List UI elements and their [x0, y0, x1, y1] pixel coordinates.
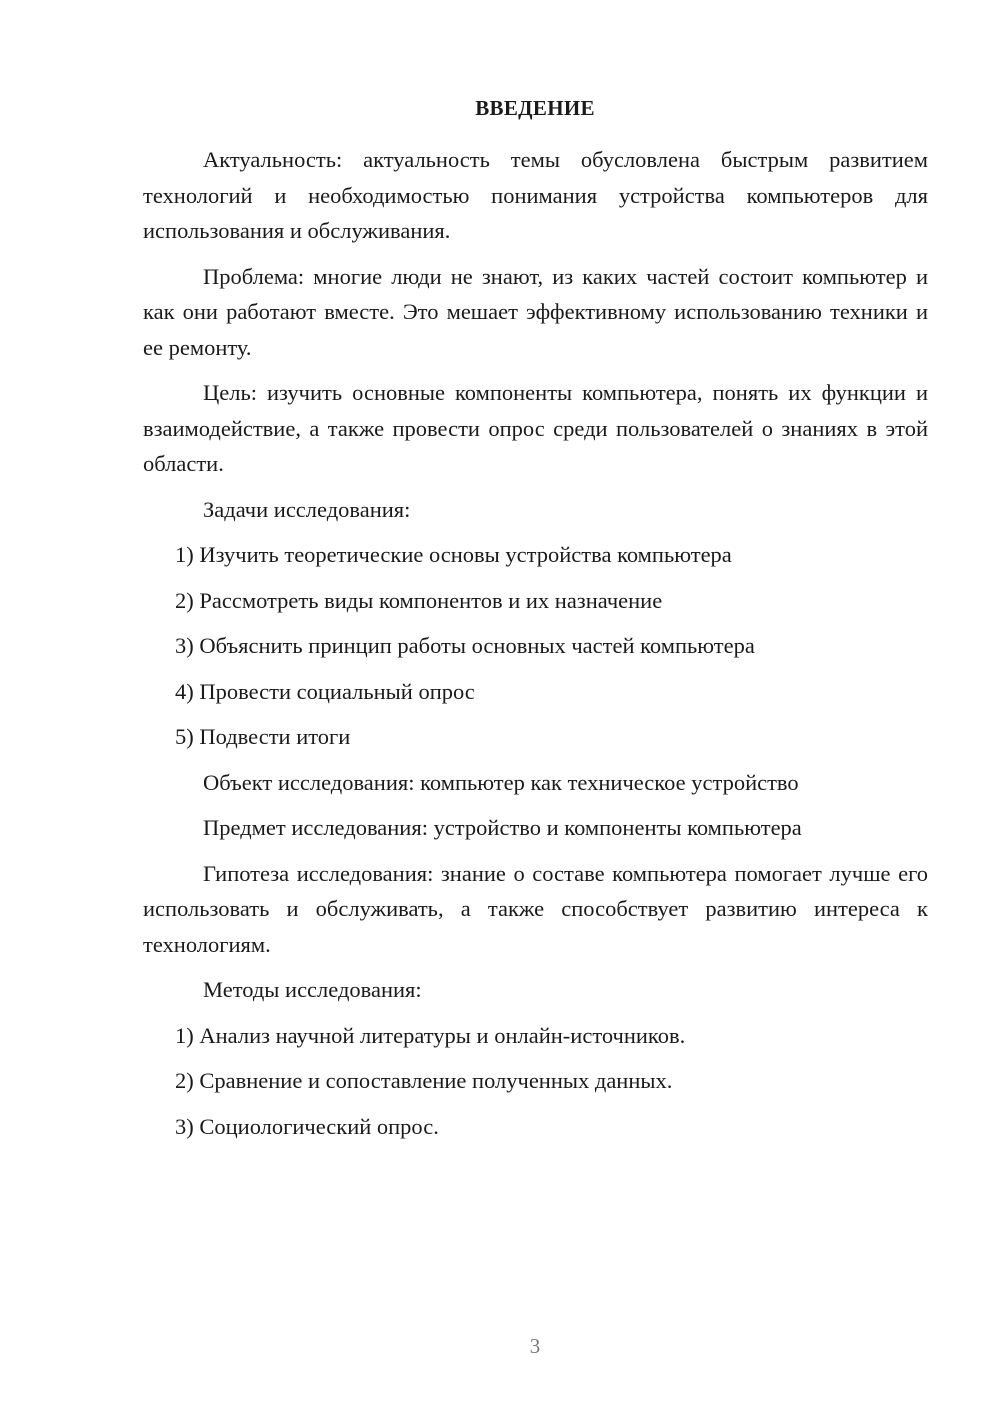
- tasks-heading: Задачи исследования:: [203, 496, 411, 522]
- task-item-5: 5) Подвести итоги: [175, 724, 351, 749]
- goal-paragraph: Цель: изучить основные компоненты компьютера, понять их функции и взаимодействие, а также провести опрос среди пользователей о знаниях в этой области.: [143, 380, 928, 476]
- page-title: ВВЕДЕНИЕ: [475, 96, 595, 120]
- task-item-4: 4) Провести социальный опрос: [175, 678, 475, 704]
- page-number: 3: [529, 1334, 541, 1358]
- task-item-2: 2) Рассмотреть виды компонентов и их назначение: [175, 587, 663, 613]
- method-item-3: 3) Социологический опрос.: [175, 1113, 439, 1139]
- methods-heading: Методы исследования:: [203, 977, 422, 1002]
- body-text: [143, 142, 928, 1154]
- method-item-1: 1) Анализ научной литературы и онлайн-источников.: [175, 1022, 686, 1048]
- method-item-2: 2) Сравнение и сопоставление полученных данных.: [175, 1068, 673, 1093]
- task-item-1: 1) Изучить теоретические основы устройства компьютера: [175, 542, 732, 567]
- object-paragraph: Объект исследования: компьютер как техническое устройство: [203, 769, 799, 795]
- problem-paragraph: Проблема: многие люди не знают, из каких частей состоит компьютер и как они работают вместе. Это мешает эффективному использованию техники и ее ремонту.: [143, 263, 928, 360]
- relevance-paragraph: Актуальность: актуальность темы обусловлена быстрым развитием технологий и необходимостью понимания устройства компьютеров для использования и обслуживания.: [143, 147, 928, 243]
- task-item-3: 3) Объяснить принцип работы основных частей компьютера: [175, 633, 755, 658]
- subject-paragraph: Предмет исследования: устройство и компоненты компьютера: [203, 815, 802, 840]
- hypothesis-paragraph: Гипотеза исследования: знание о составе компьютера помогает лучше его использовать и обслуживать, а также способствует развитию интереса к технологиям.: [143, 860, 928, 957]
